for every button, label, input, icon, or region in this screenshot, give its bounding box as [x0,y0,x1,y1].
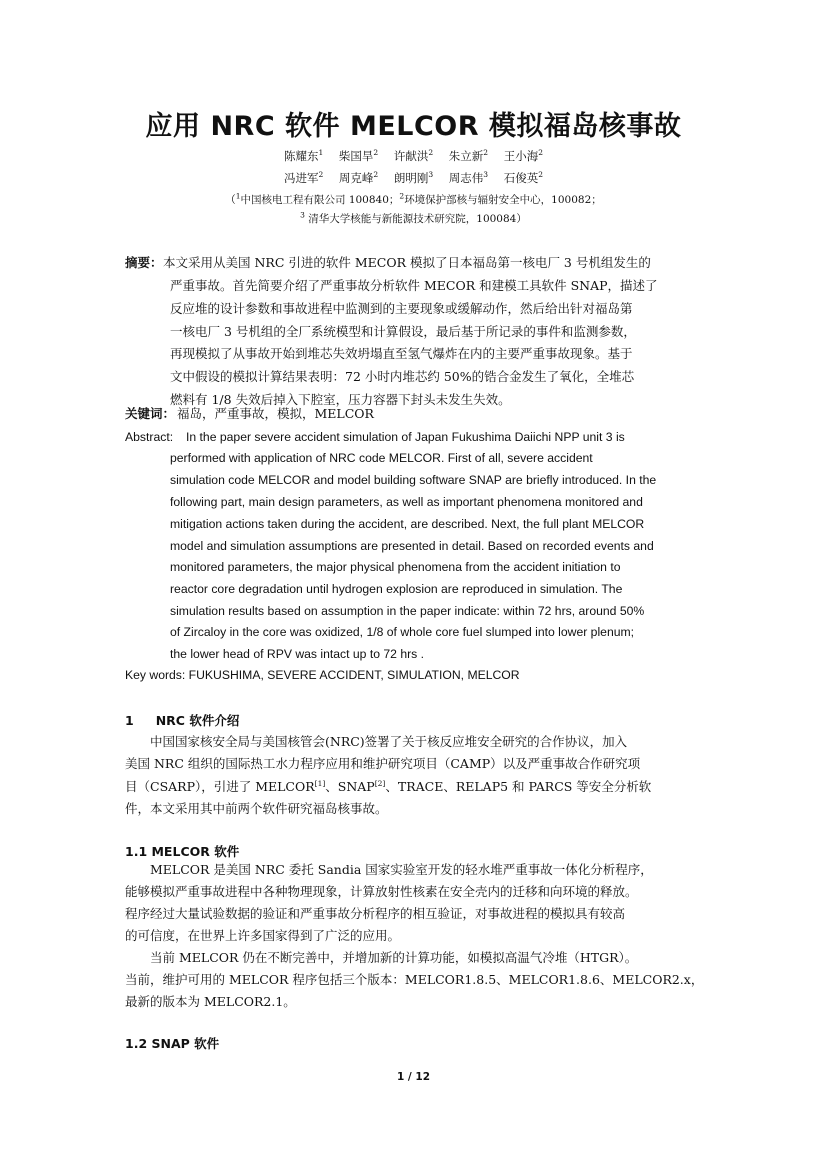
abstract-cn-line: 本文采用从美国 NRC 引进的软件 MECOR 模拟了日本福岛第一核电厂 3 号机组发生的 [163,255,651,270]
author: 许献洪$^2$ [393,148,434,163]
abstract-en-line: mitigation actions taken during the accident, are described. Next, the full plant MELCOR [170,517,645,531]
section-1-2-heading: 1.2 SNAP 软件 [125,1036,220,1051]
abstract-en-label: Abstract: [125,430,174,444]
abstract-en-line: following part, main design parameters, as well as important phenomena monitored and [170,495,643,509]
author: 周克峰$^2$ [338,170,379,185]
affiliation-line-1: （$^1$中国核电工程有限公司 100840；$^2$环境保护部核与辐射安全中心，100082； [225,191,602,206]
abstract-cn-line: 严重事故。首先简要介绍了严重事故分析软件 MECOR 和建模工具软件 SNAP，描述了 [170,278,658,293]
abstract-en-line: monitored parameters, the major physical phenomena from the accident initiation to [170,560,621,574]
abstract-en-line: performed with application of NRC code MELCOR. First of all, severe accident [170,451,593,465]
section-1-1-heading: 1.1 MELCOR 软件 [125,844,240,859]
abstract-cn-line: 一核电厂 3 号机组的全厂系统模型和计算假设，最后基于所记录的事件和监测参数， [170,324,636,339]
author: 周志伟$^3$ [448,170,489,185]
section-1-1-line: MELCOR 是美国 NRC 委托 Sandia 国家实验室开发的轻水堆严重事故一体化分析程序， [150,862,653,877]
section-1-line: 目（CSARP），引进了 MELCOR[1]、SNAP[2]、TRACE、RELAP5 和 PARCS 等安全分析软 [125,778,652,794]
authors-line-2 [0,170,827,186]
author: 柴国旱$^2$ [338,148,379,163]
author: 石俊英$^2$ [503,170,544,185]
authors-line-1 [0,148,827,164]
abstract-en-line: the lower head of RPV was intact up to 72 hrs . [170,647,425,661]
abstract-cn-label: 摘要： [125,255,163,270]
section-1-line: 件，本文采用其中前两个软件研究福岛核事故。 [125,801,388,816]
page-number: 1 / 12 [396,1071,431,1083]
abstract-cn-line: 燃料有 1/8 失效后掉入下腔室，压力容器下封头未发生失效。 [170,392,511,407]
abstract-en-line: reactor core degradation until hydrogen explosion are reproduced in simulation. The [170,582,623,596]
author: 王小海$^2$ [503,148,544,163]
abstract-cn-line: 文中假设的模拟计算结果表明：72 小时内堆芯约 50%的锆合金发生了氧化，全堆芯 [170,369,635,384]
section-1-1-line: 最新的版本为 MELCOR2.1。 [125,994,296,1009]
paper-title: 应用 NRC 软件 MELCOR 模拟福岛核事故 [145,111,682,142]
abstract-en-line: simulation results based on assumption in the paper indicate: within 72 hrs, around 50% [170,604,645,618]
author: 朱立新$^2$ [448,148,489,163]
abstract-cn-line: 反应堆的设计参数和事故进程中监测到的主要现象或缓解动作，然后给出针对福岛第 [170,301,633,316]
author: 朗明刚$^3$ [393,170,434,185]
section-1-1-line: 能够模拟严重事故进程中各种物理现象，计算放射性核素在安全壳内的迁移和向环境的释放。 [125,884,638,899]
abstract-en-line: model and simulation assumptions are presented in detail. Based on recorded events and [170,539,654,553]
keywords-cn-label: 关键词： [125,406,176,421]
citation[interactable]: [1] [314,778,326,788]
abstract-cn-line: 再现模拟了从事故开始到堆芯失效坍塌直至氢气爆炸在内的主要严重事故现象。基于 [170,346,633,361]
section-1-1-line: 的可信度，在世界上许多国家得到了广泛的应用。 [125,928,401,943]
section-1-1-line: 当前 MELCOR 仍在不断完善中，并增加新的计算功能，如模拟高温气冷堆（HTGR）。 [150,950,638,965]
section-1-line: 中国国家核安全局与美国核管会(NRC)签署了关于核反应堆安全研究的合作协议，加入 [150,734,628,749]
section-1-heading: 1 NRC 软件介绍 [125,713,240,728]
abstract-en-line: In the paper severe accident simulation of Japan Fukushima Daiichi NPP unit 3 is [186,430,625,444]
affiliation-line-2: $^3$ 清华大学核能与新能源技术研究院，100084） [300,210,527,225]
keywords-cn-text: 福岛，严重事故，模拟，MELCOR [177,406,374,421]
section-1-1-line: 程序经过大量试验数据的验证和严重事故分析程序的相互验证，对事故进程的模拟具有较高 [125,906,626,921]
author: 陈耀东$^1$ [283,148,324,163]
abstract-en-line: simulation code MELCOR and model building software SNAP are briefly introduced. In the [170,473,657,487]
author: 冯进军$^2$ [283,170,324,185]
section-1-line: 美国 NRC 组织的国际热工水力程序应用和维护研究项目（CAMP）以及严重事故合作研究项 [125,756,641,771]
keywords-en: Key words: FUKUSHIMA, SEVERE ACCIDENT, SIMULATION, MELCOR [125,668,520,682]
citation[interactable]: [2] [374,778,386,788]
abstract-en-line: of Zircaloy in the core was oxidized, 1/8 of whole core fuel slumped into lower plenum; [170,625,635,639]
section-1-1-line: 当前，维护可用的 MELCOR 程序包括三个版本：MELCOR1.8.5、MELCOR1.8.6、MELCOR2.x， [125,972,704,987]
